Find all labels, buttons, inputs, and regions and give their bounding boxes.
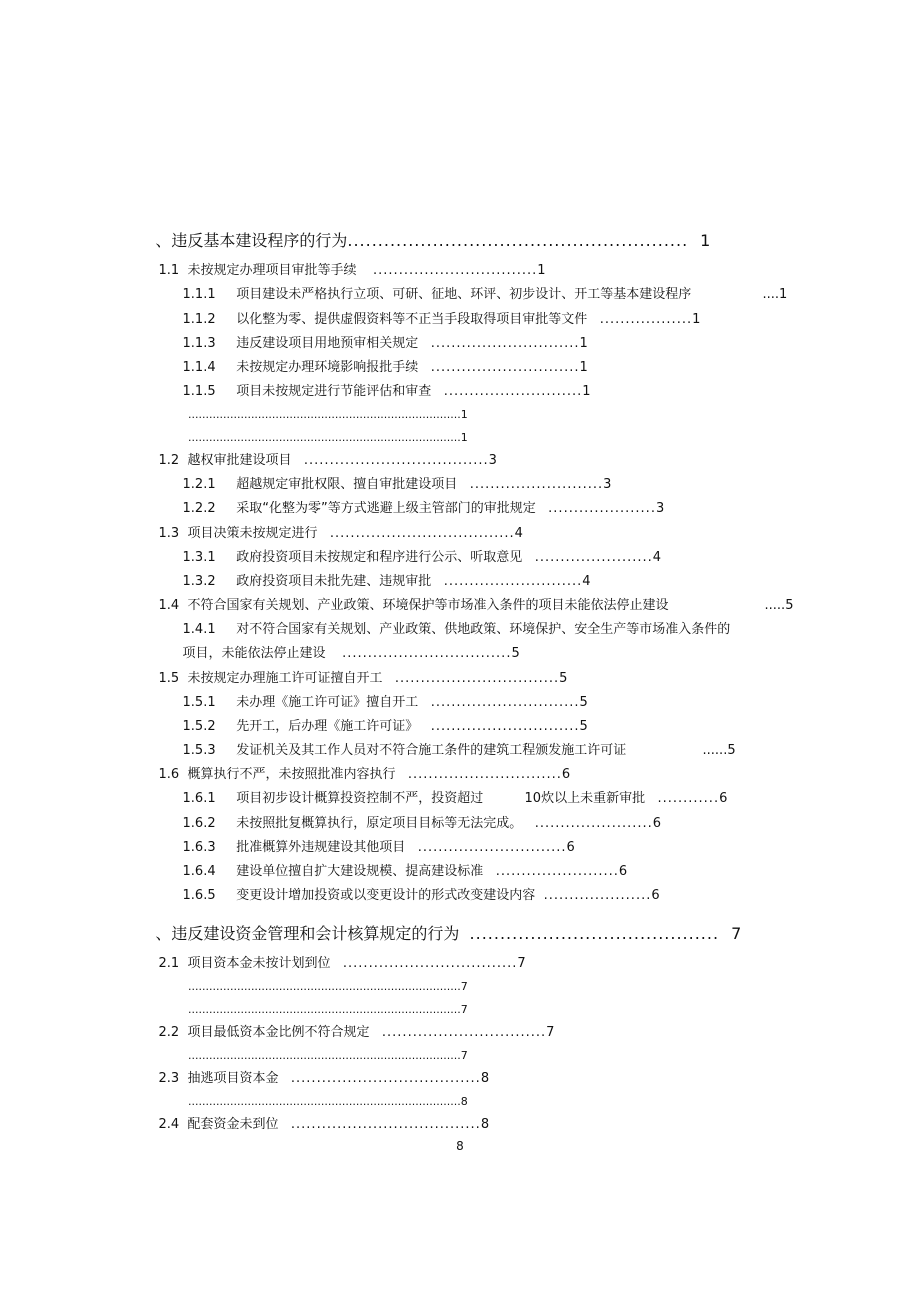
toc-title: 批准概算外违规建设其他项目 — [236, 840, 406, 855]
toc-title: 项目，未能依法停止建设 — [182, 646, 326, 661]
toc-page: 6 — [561, 767, 571, 782]
toc-leader: ..................... — [548, 501, 656, 516]
toc-page: 6 — [652, 816, 662, 831]
toc-title: 项目资本金未按计划到位 — [187, 956, 331, 971]
toc-page: 1 — [460, 408, 468, 421]
toc-page: 5 — [511, 646, 520, 661]
toc-page: 1 — [692, 312, 701, 327]
toc-page: 4 — [582, 574, 591, 589]
toc-page: 1 — [700, 231, 711, 250]
toc-page: 5 — [579, 719, 588, 734]
toc-leader: ............................. — [430, 360, 580, 375]
toc-leader: .............................................................................. — [188, 1003, 461, 1016]
toc-leader: ........................... — [443, 574, 583, 589]
toc-num: 2.1 — [158, 956, 180, 971]
toc-page: 4 — [514, 526, 523, 541]
toc-leader: .................................. — [342, 956, 518, 971]
toc-leader: ........................................................ — [347, 231, 689, 250]
toc-page: 1 — [579, 360, 588, 375]
toc-leader: ................................. — [342, 646, 512, 661]
toc-num: 1.1 — [158, 263, 180, 278]
toc-leader: ................................ — [381, 1025, 547, 1040]
toc-leader: ......................................... — [469, 924, 720, 943]
toc-leader: ................................ — [394, 671, 560, 686]
toc-title: 项目初步设计概算投资控制不严，投资超过 — [236, 791, 484, 806]
toc-num: 1.4 — [158, 598, 180, 613]
toc-num: 1.5.2 — [182, 719, 216, 734]
toc-num: 1.6.3 — [182, 840, 216, 855]
toc-title: 未按规定办理环境影响报批手续 — [236, 360, 419, 375]
toc-num: 1.3 — [158, 526, 180, 541]
toc-leader: ..................................... — [290, 1071, 481, 1086]
toc-num: 1.1.5 — [182, 384, 216, 399]
toc-leader: ..................................... — [290, 1117, 481, 1132]
toc-page: 6 — [566, 840, 575, 855]
toc-leader: ....................... — [534, 550, 653, 565]
toc-leader: ............ — [657, 791, 720, 806]
toc-title: 越权审批建设项目 — [187, 453, 292, 468]
toc-title: 采取“化整为零”等方式逃避上级主管部门的审批规定 — [236, 501, 536, 516]
toc-page: 5 — [559, 671, 568, 686]
toc-title: 未按规定办理项目审批等手续 — [187, 263, 357, 278]
toc-page: 7 — [731, 924, 742, 943]
toc-leader: ............................. — [430, 336, 580, 351]
toc-title: 配套资金未到位 — [187, 1117, 279, 1132]
toc-leader: ............................. — [430, 719, 580, 734]
toc-title: 对不符合国家有关规划、产业政策、供地政策、环境保护、安全生产等市场准入条件的 — [236, 622, 731, 637]
toc-page: 3 — [488, 453, 497, 468]
toc-num: 1.3.2 — [182, 574, 216, 589]
toc-leader: .................................... — [303, 453, 489, 468]
toc-num: 2.2 — [158, 1025, 180, 1040]
toc-leader: ................................ — [373, 263, 538, 278]
toc-title: 概算执行不严，未按照批准内容执行 — [187, 767, 396, 782]
toc-leader: ............................. — [430, 695, 580, 710]
toc-title: 、违反基本建设程序的行为 — [155, 231, 348, 250]
toc-title: 项目决策未按规定进行 — [187, 526, 318, 541]
toc-leader: .............................................................................. — [188, 980, 461, 993]
toc-title: 未按规定办理施工许可证擅自开工 — [187, 671, 383, 686]
toc-page: 5 — [579, 695, 588, 710]
toc-title: 10炊以上未重新审批 — [524, 791, 646, 806]
toc-leader: ..................... — [543, 888, 652, 903]
toc-page: 1 — [537, 263, 546, 278]
toc-page-1-1-1 — [746, 271, 787, 319]
toc-leader: .................................... — [329, 526, 515, 541]
toc-page: 1 — [579, 336, 588, 351]
toc-page: ......5 — [702, 743, 736, 758]
toc-num: 1.6.1 — [182, 791, 216, 806]
toc-num: 1.1.3 — [182, 336, 216, 351]
toc-title: 建设单位擅自扩大建设规模、提高建设标准 — [236, 864, 484, 879]
toc-title: 、违反建设资金管理和会计核算规定的行为 — [155, 924, 460, 943]
toc-page: 7 — [460, 1003, 468, 1016]
toc-title: 不符合国家有关规划、产业政策、环境保护等市场准入条件的项目未能依法停止建设 — [187, 598, 669, 613]
toc-num: 1.5.1 — [182, 695, 216, 710]
toc-page: 1 — [460, 431, 468, 444]
page-number: 8 — [456, 1139, 464, 1153]
toc-title: 违反建设项目用地预审相关规定 — [236, 336, 419, 351]
toc-leader: .............................................................................. — [188, 1095, 461, 1108]
toc-page: 8 — [460, 1095, 468, 1108]
toc-title: 超越规定审批权限、擅自审批建设项目 — [236, 477, 458, 492]
toc-title: 政府投资项目未批先建、违规审批 — [236, 574, 432, 589]
toc-page: 7 — [546, 1025, 555, 1040]
toc-page: 6 — [719, 791, 728, 806]
toc-leader: ........................... — [443, 384, 583, 399]
toc-num: 1.5 — [158, 671, 180, 686]
toc-num: 1.4.1 — [182, 622, 216, 637]
toc-page: 4 — [652, 550, 662, 565]
toc-page: .....5 — [764, 598, 794, 613]
toc-page: 8 — [480, 1071, 490, 1086]
toc-page: ....1 — [762, 287, 788, 302]
toc-num: 1.2.2 — [182, 501, 216, 516]
toc-title: 变更设计增加投资或以变更设计的形式改变建设内容 — [236, 888, 536, 903]
toc-num: 1.1.1 — [182, 287, 216, 302]
toc-page: 3 — [655, 501, 665, 516]
toc-page: 7 — [460, 980, 468, 993]
toc-leader: .............................................................................. — [188, 408, 461, 421]
toc-title: 未按照批复概算执行，原定项目目标等无法完成。 — [236, 816, 523, 831]
toc-num: 2.4 — [158, 1117, 180, 1132]
toc-num: 1.6.5 — [182, 888, 216, 903]
toc-title: 政府投资项目未按规定和程序进行公示、听取意见 — [236, 550, 523, 565]
toc-page-1-5-3 — [686, 727, 736, 775]
toc-page: 1 — [582, 384, 591, 399]
toc-page: 6 — [618, 864, 628, 879]
toc-title: 先开工，后办理《施工许可证》 — [236, 719, 419, 734]
toc-title: 以化整为零、提供虚假资料等不正当手段取得项目审批等文件 — [236, 312, 588, 327]
toc-num: 1.3.1 — [182, 550, 216, 565]
toc-leader: ....................... — [534, 816, 653, 831]
toc-num: 1.1.4 — [182, 360, 216, 375]
toc-leader: .................. — [599, 312, 693, 327]
toc-leader: .............................................................................. — [188, 431, 461, 444]
toc-title: 未办理《施工许可证》擅自开工 — [236, 695, 419, 710]
toc-page: 6 — [651, 888, 660, 903]
toc-title: 抽逃项目资本金 — [187, 1071, 279, 1086]
toc-leader: .......................... — [469, 477, 604, 492]
toc-num: 1.1.2 — [182, 312, 216, 327]
toc-leader: .............................................................................. — [188, 1049, 461, 1062]
toc-title: 项目最低资本金比例不符合规定 — [187, 1025, 370, 1040]
toc-page-1-4 — [748, 582, 793, 630]
toc-title: 项目未按规定进行节能评估和审查 — [236, 384, 432, 399]
toc-leader: ............................. — [417, 840, 567, 855]
toc-num: 2.3 — [158, 1071, 180, 1086]
toc-leader: ........................ — [495, 864, 619, 879]
toc-num: 1.5.3 — [182, 743, 216, 758]
toc-page: 8 — [480, 1117, 490, 1132]
toc-title: 项目建设未严格执行立项、可研、征地、环评、初步设计、开工等基本建设程序 — [236, 287, 692, 302]
toc-page: 7 — [517, 956, 526, 971]
toc-title: 发证机关及其工作人员对不符合施工条件的建筑工程颁发施工许可证 — [236, 743, 627, 758]
toc-page: 3 — [603, 477, 612, 492]
toc-page: 7 — [460, 1049, 468, 1062]
toc-num: 1.6.2 — [182, 816, 216, 831]
toc-num: 1.6.4 — [182, 864, 216, 879]
toc-leader: .............................. — [407, 767, 562, 782]
toc-num: 1.2.1 — [182, 477, 216, 492]
toc-num: 1.6 — [158, 767, 180, 782]
toc-num: 1.2 — [158, 453, 180, 468]
